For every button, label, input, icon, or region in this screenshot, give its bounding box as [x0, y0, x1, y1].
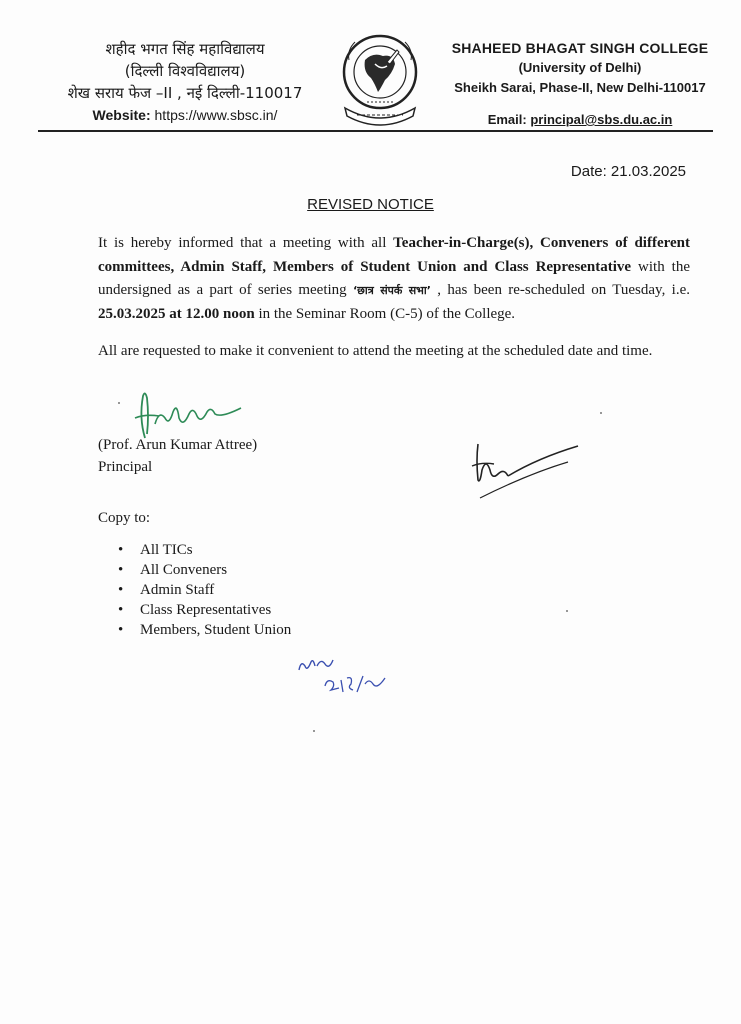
p1-text-2: with the undersigned as a part of series meeting — [98, 258, 691, 298]
college-name: SHAHEED BHAGAT SINGH COLLEGE — [451, 40, 709, 56]
p1-hindi-meeting-name: ‘छात्र संपर्क सभा’ — [353, 284, 431, 297]
hindi-university: (दिल्ली विश्वविद्यालय) — [124, 62, 246, 80]
list-item: • All TICs — [113, 540, 291, 560]
notice-paragraph-2: All are requested to make it convenient to attend the meeting at the scheduled date and time. — [98, 343, 653, 359]
p1-text-4: in the Seminar Room (C-5) of the College. — [254, 305, 516, 322]
university-name: (University of Delhi) — [518, 60, 642, 75]
p1-bold-datetime: 25.03.2025 at 12.00 noon — [98, 305, 255, 322]
handwritten-initials — [295, 650, 387, 698]
email-link[interactable]: principal@sbs.du.ac.in — [530, 112, 673, 127]
notice-title-text: REVISED NOTICE — [307, 196, 434, 213]
copy-to-label: Copy to: — [98, 510, 151, 526]
hindi-address: शेख सराय फेज –II , नई दिल्ली-110017 — [67, 84, 303, 102]
hindi-college-name: शहीद भगत सिंह महाविद्यालय — [105, 40, 265, 58]
header-hindi-block — [60, 38, 310, 126]
secondary-signature — [468, 440, 583, 502]
email-label: Email: — [487, 112, 527, 127]
scan-speck — [118, 402, 120, 404]
signatory-name: (Prof. Arun Kumar Attree) — [98, 437, 258, 453]
header-divider — [38, 130, 713, 132]
list-item: • Members, Student Union — [113, 620, 291, 640]
signatory-block — [98, 434, 257, 478]
p1-text-3: , has been re-scheduled on Tuesday, i.e. — [430, 282, 690, 298]
signatory-designation: Principal — [98, 459, 153, 475]
p1-text-1: It is hereby informed that a meeting with all — [98, 235, 394, 251]
website-line — [60, 104, 310, 126]
website-url[interactable]: https://www.sbsc.in/ — [154, 107, 278, 123]
list-item: • All Conveners — [113, 560, 291, 580]
scan-speck — [566, 610, 568, 612]
email-line — [445, 112, 715, 127]
copy-to-list — [113, 540, 291, 640]
p1-bold-attendees: Teacher-in-Charge(s), Conveners of different committees, Admin Staff, Members of Student Union and Class Representative — [98, 235, 690, 275]
scan-speck — [313, 730, 315, 732]
website-label: Website: — [92, 107, 151, 123]
header-english-block — [445, 38, 715, 127]
college-address: Sheikh Sarai, Phase-II, New Delhi-110017 — [454, 80, 706, 95]
notice-paragraph-1 — [98, 232, 690, 326]
college-seal-icon — [335, 30, 425, 128]
list-item: • Class Representatives — [113, 600, 291, 620]
notice-date: Date: 21.03.2025 — [570, 163, 686, 180]
list-item: • Admin Staff — [113, 580, 291, 600]
notice-title — [0, 196, 741, 213]
scan-speck — [600, 412, 602, 414]
